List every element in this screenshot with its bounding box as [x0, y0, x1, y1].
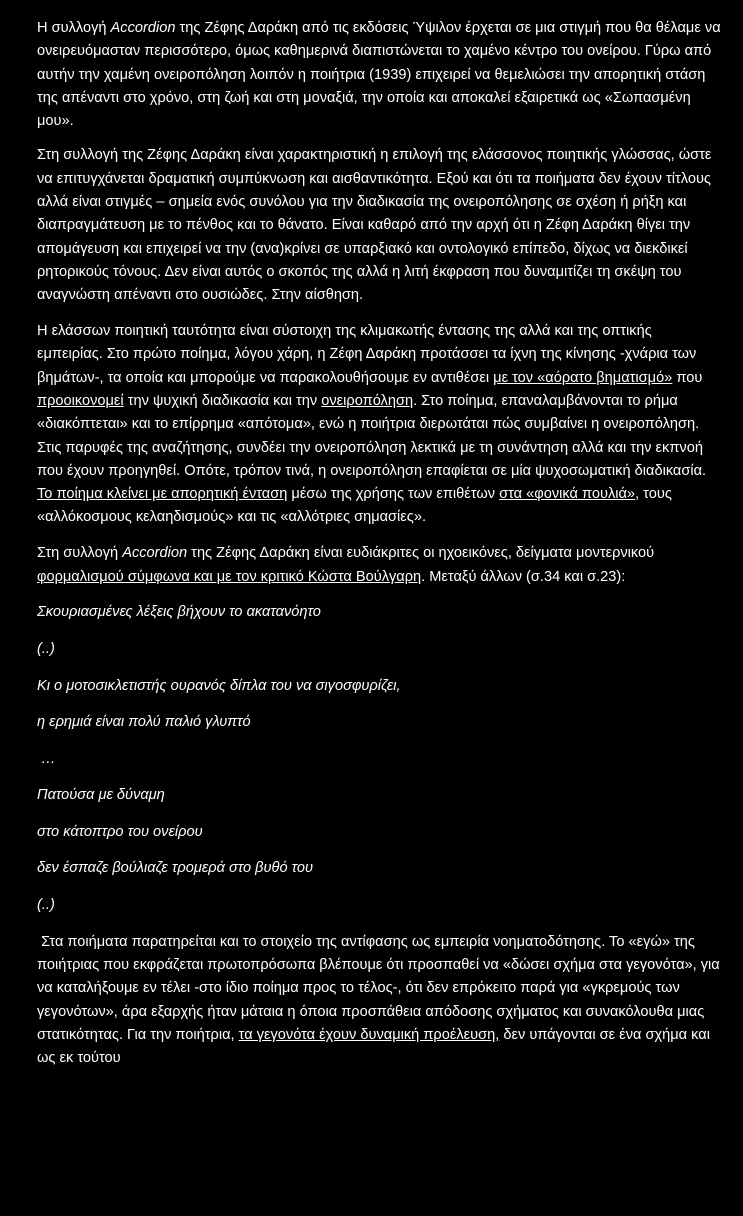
- verse-line: …: [37, 750, 56, 767]
- verse-line: (..): [37, 640, 55, 657]
- link-foreshadows[interactable]: προοικονομεί: [37, 392, 124, 409]
- text: , τους «αλλόκοσμους κελαηδισμούς» και τις «αλλότριες σημασίες».: [37, 486, 672, 526]
- text: Στα ποιήματα παρατηρείται και το στοιχείο της αντίφασης ως εμπειρία νοηματοδότησης. Το «εγώ» της ποιήτριας που εκφράζεται πρωτοπρόσωπα βλέπουμε ότι προσπαθεί να «δώσει σχήμα στα γεγονότα», για να καταλήξουμε εν τέλει -στο ίδιο ποίημα προς το τέλος-, ότι δεν επρόκειτο παρά για «γκρεμούς των γεγονότων», άρα εξαρχής ήταν μάταια η όποια προσπάθεια απόδοσης σχήματος και συνακόλουθα μιας στατικότητας. Για την ποιήτρια,: [37, 933, 724, 1043]
- link-invisible-step[interactable]: με τον «αόρατο βηματισμό»: [493, 369, 673, 386]
- text: της Ζέφης Δαράκη είναι ευδιάκριτες οι ηχοεικόνες, δείγματα μοντερνικού: [187, 545, 655, 562]
- book-title: Accordion: [110, 20, 176, 36]
- paragraph-language: [37, 144, 721, 307]
- verse-line: Κι ο μοτοσικλετιστής ουρανός δίπλα του να σιγοσφυρίζει,: [37, 677, 401, 694]
- link-daydreaming[interactable]: ονειροπόληση: [321, 392, 414, 409]
- verse-line: στο κάτοπτρο του ονείρου: [37, 823, 203, 840]
- text: Στη συλλογή της Ζέφης Δαράκη είναι χαρακτηριστική η επιλογή της ελάσσονος ποιητικής γλώσσας, ώστε να επιτυγχάνεται δραματική συμπύκνωση και αισθαντικότητα. Εξού και ότι τα ποιήματα δεν έχουν τίτλους αλλά είναι στιγμές – σημεία ενός συνόλου για την διαδικασία της ονειροπόλησης σε σχέση ή ρήξη και διαπραγμάτευση με το πένθος και το θάνατο. Είναι καθαρό από την αρχή ότι η Ζέφη Δαράκη θίγει την απομάγευση και επιχειρεί να την (ανα)κρίνει σε υπαρξιακό και οντολογικό επίπεδο, δίχως να διεκδικεί ρητορικούς τόνους. Δεν είναι αυτός ο σκοπός της αλλά η λιτή έκφραση που δυναμιτίζει τη σκέψη του αναγνώστη απέναντι στο ουσιώδες. Στην αίσθηση.: [37, 147, 712, 304]
- text: . Μεταξύ άλλων (σ.34 και σ.23):: [421, 568, 626, 585]
- text: Στη συλλογή: [37, 545, 123, 562]
- text: την ψυχική διαδικασία και την: [123, 392, 322, 409]
- verse-line: η ερημιά είναι πολύ παλιό γλυπτό: [37, 714, 251, 731]
- verse-line: δεν έσπαζε βούλιαζε τρομερά στο βυθό του: [37, 860, 314, 877]
- link-dynamic-origin[interactable]: τα γεγονότα έχουν δυναμική προέλευση,: [238, 1026, 500, 1043]
- link-poem-ends[interactable]: Το ποίημα κλείνει με απορητική ένταση: [37, 486, 288, 503]
- verse-line: Σκουριασμένες λέξεις βήχουν το ακατανόητο: [37, 604, 321, 621]
- paragraph-contradiction: [37, 931, 724, 1071]
- paragraph-sound-images: [37, 542, 721, 589]
- text: . Στο ποίημα, επαναλαμβάνονται το ρήμα «διακόπτεται» και το επίρρημα «απότομα», ενώ η ποιήτρια διερωτάται πώς συμβαίνει η ονειροπόληση. Στις παρυφές της αναζήτησης, συνδέει την ονειροπόληση λεκτικά με τη συνάντηση αλλά και την εκπνοή που έχουν προηγηθεί. Οπότε, τρόπον τινά, η ονειροπόληση επαφίεται σε μία ψυχοσωματική διαδικασία.: [37, 392, 707, 479]
- link-formalism-critic[interactable]: φορμαλισμού σύμφωνα και με τον κριτικό Κώστα Βούλγαρη: [37, 568, 422, 585]
- text: Η συλλογή: [37, 20, 111, 36]
- link-murderous-birds[interactable]: στα «φονικά πουλιά»: [499, 486, 636, 503]
- text: που: [672, 369, 703, 386]
- text: Η ελάσσων ποιητική ταυτότητα είναι σύστοιχη της κλιμακωτής έντασης της αλλά και της οπτικής εμπειρίας. Στο πρώτο ποίημα, λόγου χάρη, η Ζέφη Δαράκη προτάσσει τα ίχνη της κίνησης -χνάρια των βημάτων-, τα οποία και μπορούμε να παρακολουθήσουμε εν αντιθέσει: [37, 323, 697, 386]
- text: της Ζέφης Δαράκη από τις εκδόσεις Ύψιλον έρχεται σε μια στιγμή που θα θέλαμε να ονειρευόμασταν περισσότερο, όμως καθημερινά διαπιστώνεται το χαμένο κέντρο του ονείρου. Γύρω από αυτήν την χαμένη ονειροπόληση λοιπόν η ποιήτρια (1939) επιχειρεί να θεμελιώσει την απορητική στάση της απέναντι στο χρόνο, στη ζωή και στη μοναξιά, την οποία και αποκαλεί εξαιρετικά ως «Σωπασμένη μου».: [37, 20, 721, 130]
- text: μέσω της χρήσης των επιθέτων: [287, 486, 500, 503]
- paragraph-intro: [37, 17, 721, 133]
- text: δεν υπάγονται σε ένα σχήμα και ως εκ τούτου: [37, 1026, 710, 1067]
- verse-line: Πατούσα με δύναμη: [37, 787, 165, 804]
- book-title: Accordion: [122, 545, 188, 562]
- paragraph-identity: [37, 320, 721, 530]
- verse-line: (..): [37, 897, 55, 914]
